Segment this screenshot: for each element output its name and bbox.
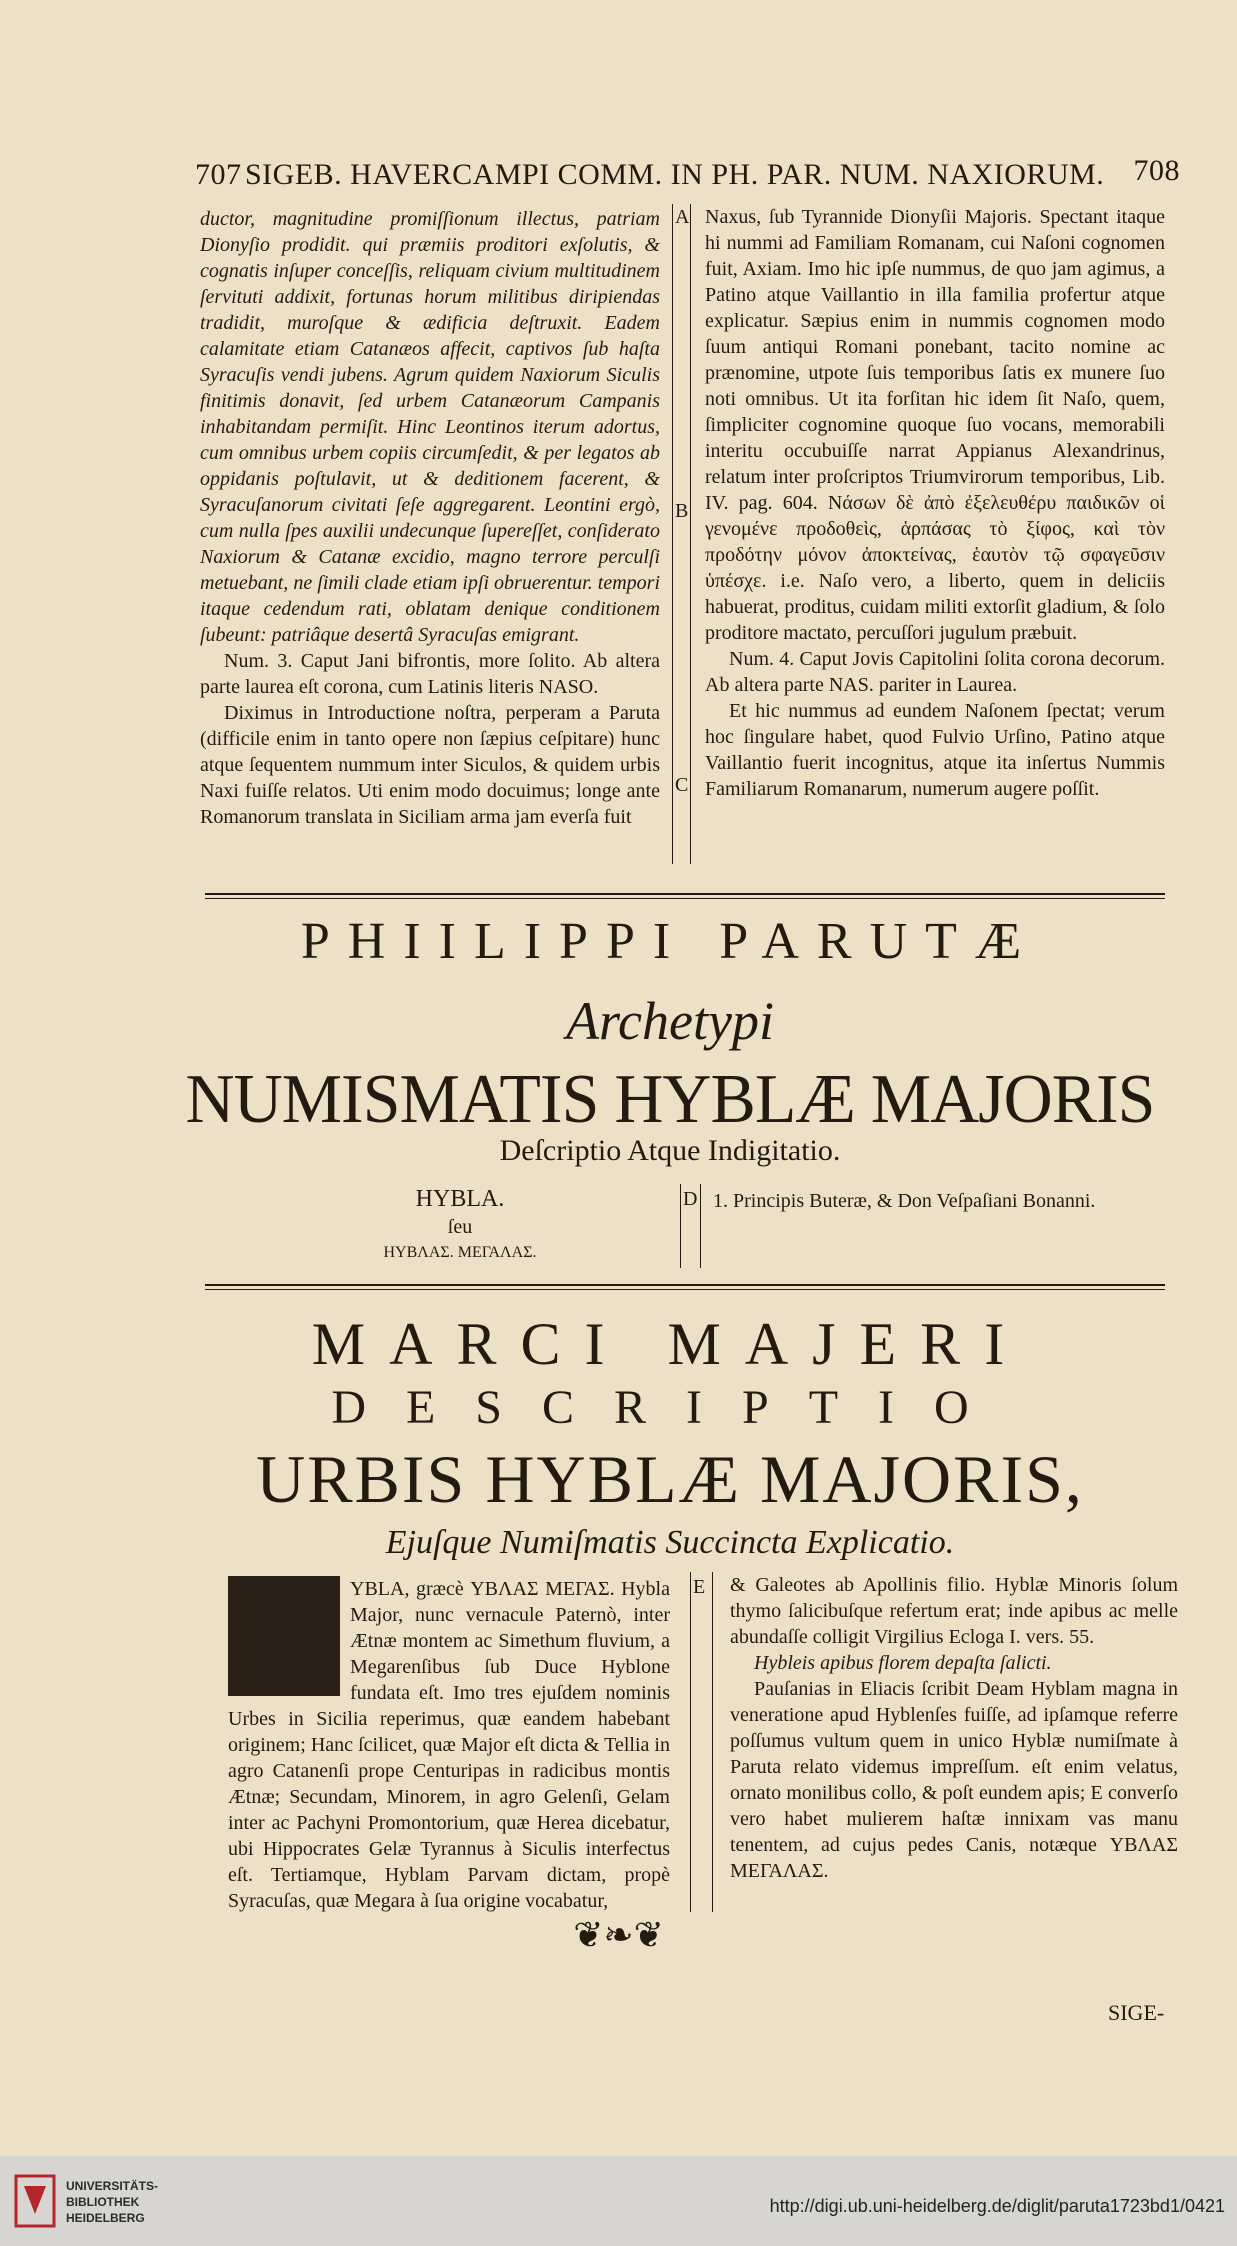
right-column-bottom bbox=[730, 1572, 1178, 1932]
section-heading-paruta: PHIILIPPI PARUTÆ bbox=[300, 913, 1040, 970]
university-seal-icon bbox=[14, 2174, 56, 2228]
page-number-right: 708 bbox=[1133, 154, 1180, 187]
running-title: SIGEB. HAVERCAMPI COMM. IN PH. PAR. NUM. NAXIORUM. bbox=[245, 158, 1105, 191]
section-title-numismatis: NUMISMATIS HYBLÆ MAJORIS bbox=[185, 1061, 1155, 1138]
paragraph: YBLA, græcè ΥΒΛΑΣ ΜΕΓΑΣ. Hybla Major, nunc vernacule Paternò, inter Ætnæ montem ac Simethum fluvium, a Megarenſibus ſub Duce Hyblone fundata eſt. Imo tres ejuſdem nominis Urbes in Sicilia reperimus, quæ eandem habebant originem; Hanc ſcilicet, quæ Major eſt dicta & Tellia in agro Catanenſi prope Centuripas in radicibus montis Ætnæ; Secundam, Minorem, in agro Gelenſi, Gelam inter ac Pachyni Promontorium, quæ Herea dicebatur, ubi Hippocrates Gelæ Tyrannus à Siculis interfectus eſt. Tertiamque, Hyblam Parvam dictam, propè Syracuſas, quæ Megara à ſua origine vocabatur, bbox=[228, 1578, 670, 1912]
running-header bbox=[195, 154, 1180, 198]
column-divider bbox=[690, 1572, 691, 1912]
column-divider bbox=[690, 204, 691, 864]
margin-marker-e: E bbox=[693, 1576, 706, 1598]
section-subheading-archetypi: Archetypi bbox=[566, 991, 774, 1051]
library-name: UNIVERSITÄTS- BIBLIOTHEK HEIDELBERG bbox=[66, 2179, 159, 2225]
column-divider bbox=[712, 1572, 713, 1912]
right-column-top bbox=[705, 204, 1165, 874]
paragraph: Diximus in Introductione noſtra, perperam a Paruta (difficile enim in tanto opere non ſæpius ceſpitare) hunc atque ſequentem nummum inter Siculos, & quidem urbis Naxi fuiſſe relatos. Uti enim modo docuimus; longe ante Romanorum translata in Siciliam arma jam everſa fuit bbox=[200, 702, 660, 828]
paragraph: Num. 4. Caput Jovis Capitolini ſolita corona decorum. Ab altera parte NAS. pariter in Laurea. bbox=[705, 648, 1165, 696]
decorated-initial-h bbox=[228, 1576, 340, 1696]
left-column-top bbox=[200, 206, 660, 866]
paragraph: Num. 3. Caput Jani bifrontis, more ſolito. Ab altera parte laurea eſt corona, cum Latinis literis NASO. bbox=[200, 650, 660, 698]
coin-source-item: 1. Principis Buteræ, & Don Veſpaſiani Bonanni. bbox=[713, 1190, 1096, 1212]
library-footer bbox=[0, 2156, 1237, 2246]
section-heading-descriptio: DESCRIPTIO bbox=[331, 1381, 1009, 1434]
hybla-label: HYBLA. bbox=[415, 1186, 505, 1212]
column-divider bbox=[700, 1184, 701, 1268]
section-heading-majeri: MARCI MAJERI bbox=[311, 1311, 1029, 1377]
paragraph: Naxus, ſub Tyrannide Dionyſii Majoris. Spectant itaque hi nummi ad Familiam Romanam, cui Naſoni cognomen fuit, Axiam. Imo hic ipſe nummus, de quo jam agimus, a Patino atque Vaillantio in illa familia profertur atque explicatur. Sæpius enim in nummis cognomen modo ſuum antiqui Romani ponebant, tacito nomine ac prænomine, utpote ſuis temporibus ſatis ex munere ſuo noti omnibus. Ut ita forſitan hic idem ſit Naſo, quem, ſimpliciter cognomine quoque ſuo vocans, memorabili interitu occubuiſſe narrat Appianus Alexandrinus, relatum inter proſcriptos Triumvirorum temporibus, Lib. IV. pag. 604. Νάσων δὲ ἀπὸ ἐξελευθέρυ παιδικῶν οἱ γενομένε προδοθεὶς, ἁρπάσας τὸ ξίφος, καὶ τὸν προδότην μόνον ἀποκτείνας, ἑαυτὸν τῷ σφαγεῦσιν ὑπέσχε. i.e. Naſo vero, a liberto, quem in deliciis habuerat, proditus, cuidam militi extorſit gladium, & ſolo proditore mactato, percuſſori jugulum præbuit. bbox=[705, 206, 1165, 644]
page-number-left: 707 bbox=[195, 158, 242, 191]
margin-marker-b: B bbox=[675, 500, 689, 522]
column-divider bbox=[672, 204, 673, 864]
verse-quote: Hybleis apibus florem depaſta ſalicti. bbox=[754, 1652, 1052, 1674]
section-title-urbis: URBIS HYBLÆ MAJORIS, bbox=[256, 1441, 1084, 1517]
catchword: SIGE- bbox=[1108, 2000, 1165, 2025]
seu-label: ſeu bbox=[447, 1216, 473, 1238]
paragraph: & Galeotes ab Apollinis filio. Hyblæ Minoris ſolum thymo ſalicibuſque refertum erat; inde apibus ac melle abundaſſe colligit Virgilius Ecloga I. vers. 55. bbox=[730, 1574, 1178, 1648]
column-divider bbox=[680, 1184, 681, 1268]
margin-marker-a: A bbox=[675, 206, 690, 228]
margin-marker-d: D bbox=[683, 1188, 698, 1210]
ornamental-rule bbox=[205, 1284, 1165, 1290]
margin-marker-c: C bbox=[675, 774, 689, 796]
source-url-link[interactable]: http://digi.ub.uni-heidelberg.de/diglit/paruta1723bd1/0421 bbox=[769, 2196, 1225, 2216]
section-subtitle-explicatio: Ejuſque Numiſmatis Succincta Explicatio. bbox=[385, 1524, 955, 1561]
paragraph: ductor, magnitudine promiſſionum illectus, patriam Dionyſio prodidit. qui præmiis proditori exſolutis, & cognatis inſuper conceſſis, reliquam civium multitudinem ſervituti addixit, fortunas horum militibus diripiendas tradidit, muroſque & ædificia deſtruxit. Eadem calamitate etiam Catanæos affecit, captivos ſub haſta Syracuſis vendi jubens. Agrum quidem Naxiorum Siculis finitimis donavit, ſed urbem Catanæorum Campanis inhabitandam permiſit. Hinc Leontinos iterum adortus, cum omnibus urbem copiis circumſedit, & per legatos ab oppidanis poſtulavit, ut & deditionem facerent, & Syracuſanorum civitati ſeſe aggregarent. Leontini ergò, cum nulla ſpes auxilii undecunque ſupereſſet, conſiderato Naxiorum & Catanæ excidio, magno terrore perculſi metuebant, ne ſimili clade etiam ipſi obruerentur. tempori itaque cedendum rati, oblatam denique conditionem ſubeunt: patriâque desertâ Syracuſas emigrant. bbox=[200, 208, 660, 646]
paragraph: Et hic nummus ad eundem Naſonem ſpectat; verum hoc ſingulare habet, quod Fulvio Urſino, Patino atque Vaillantio fuerit incognitus, atque ita inſertus Nummis Familiarum Romanarum, numerum augere poſſit. bbox=[705, 700, 1165, 800]
paragraph: Pauſanias in Eliacis ſcribit Deam Hyblam magna in veneratione apud Hyblenſes fuiſſe, ad ipſamque referre poſſumus vultum quem in unico Hyblæ numiſmate à Paruta relato videmus impreſſum. eſt enim velatus, ornato monilibus collo, & poſt eundem apis; E converſo vero habet mulierem haſtæ innixam vas manu tenentem, ad cujus pedes Canis, notæque ΥΒΛΑΣ ΜΕΓΑΛΑΣ. bbox=[730, 1678, 1178, 1882]
left-column-bottom bbox=[228, 1576, 670, 1926]
ornamental-rule bbox=[205, 893, 1165, 899]
fleuron-ornament: ❦❧❦ bbox=[573, 1915, 664, 1955]
section-subtitle: Deſcriptio Atque Indigitatio. bbox=[499, 1134, 841, 1167]
greek-legend: ΗΥΒΛΑΣ. ΜΕΓΑΛΑΣ. bbox=[383, 1244, 537, 1261]
